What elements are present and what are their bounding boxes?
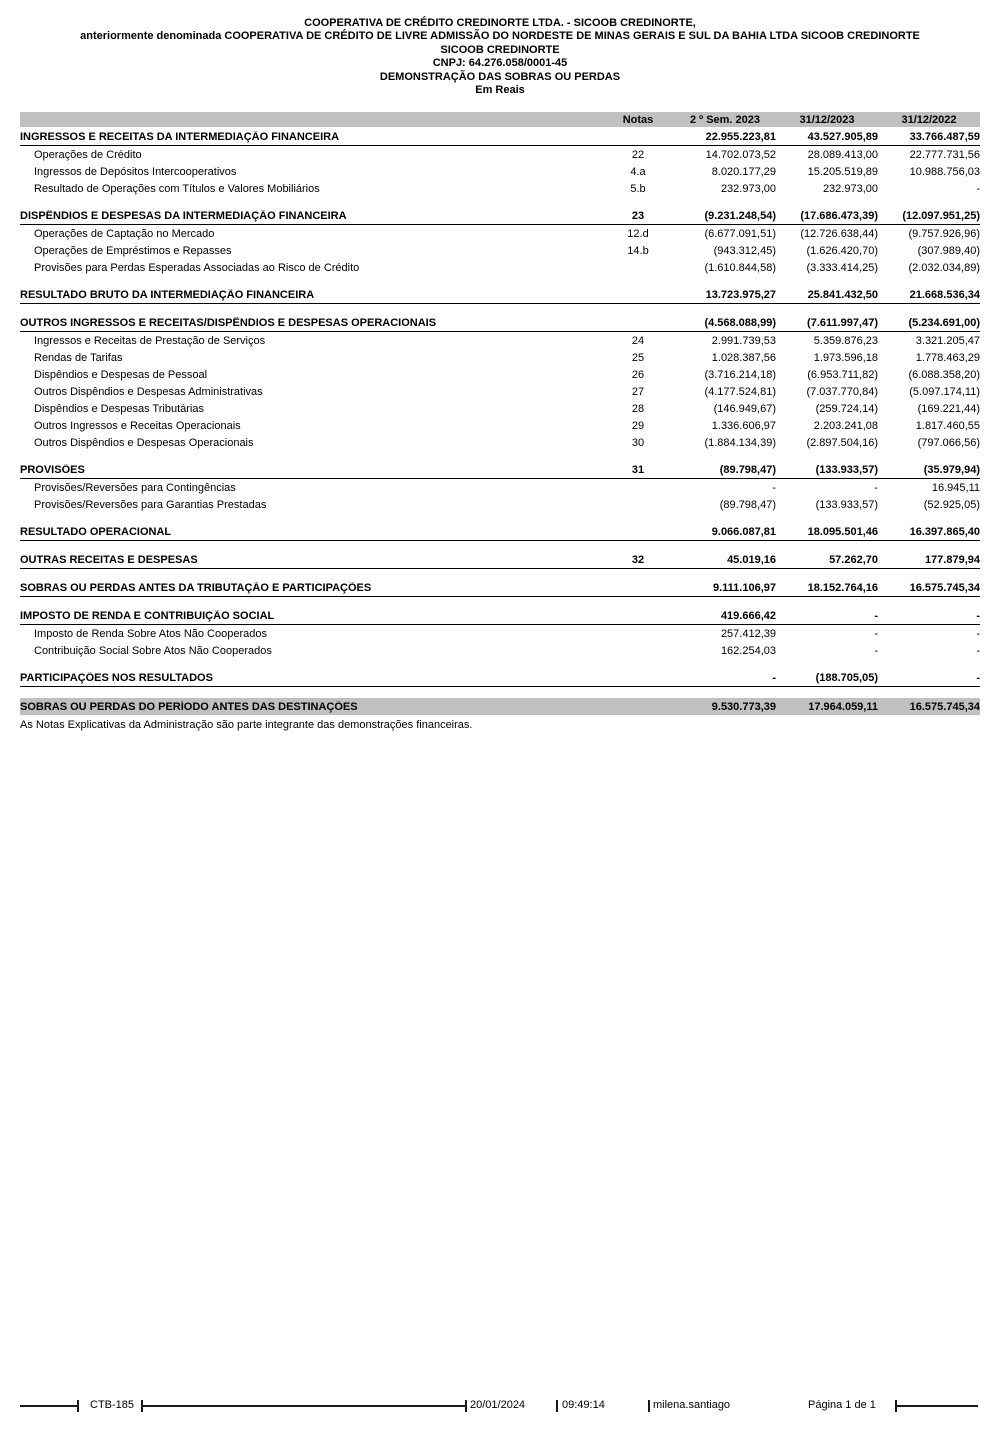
row-label: DISPÊNDIOS E DESPESAS DA INTERMEDIAÇÃO FINANCEIRA [20, 210, 347, 223]
table-row [20, 225, 980, 242]
row-value-sem2023: 232.973,00 [720, 182, 776, 195]
row-value-sem2023: 8.020.177,29 [711, 165, 776, 178]
row-notas: 26 [631, 368, 645, 381]
total-row [20, 698, 980, 715]
footer-rule-right [895, 1405, 978, 1407]
row-label: Outros Ingressos e Receitas Operacionais [34, 419, 241, 432]
column-header-notas: Notas [622, 113, 654, 126]
footer-page-number: Página 1 de 1 [808, 1399, 876, 1411]
row-value-2022: 16.575.745,34 [909, 582, 980, 595]
company-name: COOPERATIVA DE CRÉDITO CREDINORTE LTDA. - SICOOB CREDINORTE, [304, 17, 696, 29]
section-row [20, 580, 980, 597]
row-value-2023: 43.527.905,89 [807, 131, 878, 144]
row-label: Operações de Empréstimos e Repasses [34, 244, 232, 257]
row-value-sem2023: 162.254,03 [720, 644, 776, 657]
footer-time: 09:49:14 [562, 1399, 605, 1411]
row-value-2022: 16.945,11 [931, 481, 980, 494]
table-row [20, 366, 980, 383]
table-row [20, 383, 980, 400]
row-label: OUTROS INGRESSOS E RECEITAS/DISPÊNDIOS E DESPESAS OPERACIONAIS [20, 317, 437, 330]
row-label: OUTRAS RECEITAS E DESPESAS [20, 554, 198, 567]
footer-report-code: CTB-185 [90, 1399, 135, 1411]
row-value-sem2023: (943.312,45) [713, 244, 776, 257]
row-value-sem2023: (4.568.088,99) [704, 317, 776, 330]
row-value-2022: - [976, 610, 980, 623]
spacer-row [20, 513, 980, 524]
cnpj: CNPJ: 64.276.058/0001-45 [432, 57, 568, 70]
statement-title: DEMONSTRAÇÃO DAS SOBRAS OU PERDAS [379, 70, 621, 83]
row-value-sem2023: 45.019,16 [727, 554, 776, 567]
row-value-2023: (259.724,14) [815, 402, 878, 415]
row-value-2023: (6.953.711,82) [807, 368, 878, 381]
row-value-2022: 10.988.756,03 [909, 165, 980, 178]
section-row [20, 552, 980, 569]
row-label: Ingressos e Receitas de Prestação de Serviços [34, 334, 266, 347]
row-value-2022: 22.777.731,56 [909, 148, 980, 161]
row-value-2022: 1.778.463,29 [915, 351, 980, 364]
row-notas: 22 [631, 148, 645, 161]
footer-tick [648, 1400, 650, 1412]
row-value-2022: - [976, 644, 980, 657]
section-row [20, 608, 980, 625]
row-notas: 14.b [627, 244, 649, 257]
row-value-sem2023: - [772, 672, 776, 685]
row-value-sem2023: (4.177.524,81) [704, 385, 776, 398]
row-value-sem2023: - [772, 481, 776, 494]
table-row [20, 349, 980, 366]
row-label: Operações de Crédito [34, 148, 142, 161]
section-row [20, 524, 980, 541]
spacer-row [20, 197, 980, 208]
row-value-2022: (5.234.691,00) [908, 317, 980, 330]
table-row [20, 479, 980, 496]
row-value-2023: 5.359.876,23 [813, 334, 878, 347]
row-label: IMPOSTO DE RENDA E CONTRIBUIÇÃO SOCIAL [20, 610, 275, 623]
table-row [20, 259, 980, 276]
row-value-2022: (2.032.034,89) [908, 261, 980, 274]
row-value-sem2023: (146.949,67) [713, 402, 776, 415]
table-body [20, 129, 980, 715]
page-footer [20, 1398, 978, 1414]
row-value-2023: 18.095.501,46 [807, 526, 878, 539]
table-row [20, 146, 980, 163]
row-value-sem2023: 13.723.975,27 [705, 289, 776, 302]
row-value-2023: 232.973,00 [822, 182, 878, 195]
row-value-2023: (188.705,05) [815, 672, 878, 685]
row-label: Imposto de Renda Sobre Atos Não Cooperados [34, 627, 267, 640]
row-notas: 24 [631, 334, 645, 347]
row-label: Provisões/Reversões para Garantias Prestadas [34, 498, 267, 511]
row-value-2022: (307.989,40) [917, 244, 980, 257]
spacer-row [20, 569, 980, 580]
row-label: INGRESSOS E RECEITAS DA INTERMEDIAÇÃO FINANCEIRA [20, 131, 340, 144]
document-header [0, 0, 1000, 97]
row-label: SOBRAS OU PERDAS DO PERÍODO ANTES DAS DESTINAÇÕES [20, 700, 358, 713]
table-row [20, 332, 980, 349]
row-notas: 31 [631, 464, 645, 477]
row-label: PARTICIPAÇÕES NOS RESULTADOS [20, 672, 213, 685]
row-value-sem2023: (3.716.214,18) [704, 368, 776, 381]
row-notas: 29 [631, 419, 645, 432]
footer-date: 20/01/2024 [470, 1399, 526, 1411]
currency-note: Em Reais [475, 84, 525, 97]
table-header-row [20, 112, 980, 127]
column-header-2022: 31/12/2022 [901, 113, 957, 126]
section-row [20, 315, 980, 332]
section-row [20, 462, 980, 479]
section-row [20, 287, 980, 304]
row-value-2022: 16.397.865,40 [909, 526, 980, 539]
row-value-2023: (2.897.504,16) [806, 436, 878, 449]
footer-tick [556, 1400, 558, 1412]
spacer-row [20, 304, 980, 315]
spacer-row [20, 597, 980, 608]
row-label: Provisões para Perdas Esperadas Associadas ao Risco de Crédito [34, 261, 360, 274]
section-row [20, 129, 980, 146]
row-value-2023: 2.203.241,08 [813, 419, 878, 432]
table-row [20, 242, 980, 259]
row-value-2023: 28.089.413,00 [807, 148, 878, 161]
row-value-sem2023: 257.412,39 [720, 627, 776, 640]
footer-rule-left [20, 1405, 77, 1407]
explanatory-note: As Notas Explicativas da Administração são parte integrante das demonstrações financeiras. [20, 719, 473, 732]
spacer-row [20, 659, 980, 670]
row-label: Dispêndios e Despesas de Pessoal [34, 368, 208, 381]
row-value-2022: (6.088.358,20) [908, 368, 980, 381]
row-label: PROVISÕES [20, 464, 85, 477]
table-row [20, 163, 980, 180]
row-value-sem2023: 14.702.073,52 [705, 148, 776, 161]
row-value-2022: (52.925,05) [923, 498, 980, 511]
row-value-2022: (5.097.174,11) [909, 385, 980, 398]
row-value-sem2023: 2.991.739,53 [711, 334, 776, 347]
column-header-sem2023: 2 º Sem. 2023 [689, 113, 761, 126]
row-label: Provisões/Reversões para Contingências [34, 481, 236, 494]
row-notas: 5.b [630, 182, 646, 195]
trade-name: SICOOB CREDINORTE [440, 43, 560, 56]
row-value-sem2023: 9.530.773,39 [711, 700, 776, 713]
row-value-2023: (12.726.638,44) [800, 227, 878, 240]
row-label: Ingressos de Depósitos Intercooperativos [34, 165, 237, 178]
row-label: Rendas de Tarifas [34, 351, 123, 364]
row-value-2022: (12.097.951,25) [902, 210, 980, 223]
row-value-2023: (7.037.770,84) [806, 385, 878, 398]
former-company-name: anteriormente denominada COOPERATIVA DE CRÉDITO DE LIVRE ADMISSÃO DO NORDESTE DE MINAS GERAIS E SUL DA BAHIA LTDA SICOOB CREDINORTE [80, 30, 920, 43]
row-value-2023: 1.973.596,18 [813, 351, 878, 364]
table-row [20, 496, 980, 513]
row-value-sem2023: 9.111.106,97 [712, 582, 776, 595]
row-notas: 28 [631, 402, 645, 415]
spacer-row [20, 451, 980, 462]
row-value-2022: - [976, 672, 980, 685]
row-value-2022: (35.979,94) [923, 464, 980, 477]
row-notas: 32 [631, 554, 645, 567]
row-value-sem2023: 1.028.387,56 [711, 351, 776, 364]
row-value-2023: (7.611.997,47) [807, 317, 878, 330]
row-value-2022: 177.879,94 [924, 554, 980, 567]
row-notas: 23 [631, 210, 645, 223]
row-value-2023: (133.933,57) [815, 498, 878, 511]
row-notas: 27 [631, 385, 645, 398]
row-value-2022: (797.066,56) [917, 436, 980, 449]
row-notas: 12.d [627, 227, 649, 240]
row-value-2023: (1.626.420,70) [806, 244, 878, 257]
row-value-2023: - [874, 644, 878, 657]
spacer-row [20, 276, 980, 287]
row-value-2023: - [874, 481, 878, 494]
row-value-sem2023: (1.884.134,39) [704, 436, 776, 449]
row-value-2022: 16.575.745,34 [909, 700, 980, 713]
row-value-2022: 33.766.487,59 [909, 131, 980, 144]
row-value-sem2023: (1.610.844,58) [704, 261, 776, 274]
table-row [20, 400, 980, 417]
row-value-2023: - [874, 627, 878, 640]
row-value-sem2023: 22.955.223,81 [705, 131, 776, 144]
row-value-sem2023: (9.231.248,54) [704, 210, 776, 223]
row-value-2023: (3.333.414,25) [806, 261, 878, 274]
row-label: Dispêndios e Despesas Tributárias [34, 402, 204, 415]
footer-rule-middle [141, 1405, 465, 1407]
table-row [20, 180, 980, 197]
row-label: RESULTADO OPERACIONAL [20, 526, 172, 539]
row-label: Outros Dispêndios e Despesas Operacionais [34, 436, 254, 449]
row-label: SOBRAS OU PERDAS ANTES DA TRIBUTAÇÃO E PARTICIPAÇÕES [20, 582, 372, 595]
row-value-2023: 18.152.764,16 [807, 582, 878, 595]
column-header-2023: 31/12/2023 [799, 113, 855, 126]
row-value-2023: 17.964.059,11 [808, 700, 878, 713]
table-row [20, 625, 980, 642]
table-row [20, 642, 980, 659]
row-value-2023: 25.841.432,50 [807, 289, 878, 302]
row-value-sem2023: (89.798,47) [719, 464, 776, 477]
row-label: Resultado de Operações com Títulos e Valores Mobiliários [34, 182, 320, 195]
row-notas: 4.a [630, 165, 646, 178]
row-value-2022: (9.757.926,96) [908, 227, 980, 240]
row-label: Operações de Captação no Mercado [34, 227, 215, 240]
spacer-row [20, 541, 980, 552]
row-value-sem2023: (89.798,47) [719, 498, 776, 511]
row-label: Contribuição Social Sobre Atos Não Cooperados [34, 644, 272, 657]
row-label: Outros Dispêndios e Despesas Administrativas [34, 385, 263, 398]
footer-tick [465, 1400, 467, 1412]
section-row [20, 208, 980, 225]
spacer-row [20, 687, 980, 698]
section-row [20, 670, 980, 687]
row-value-2023: - [874, 610, 878, 623]
row-value-2022: - [976, 627, 980, 640]
row-value-2023: (133.933,57) [815, 464, 878, 477]
row-value-sem2023: 9.066.087,81 [711, 526, 776, 539]
row-value-sem2023: 1.336.606,97 [711, 419, 776, 432]
row-value-sem2023: (6.677.091,51) [704, 227, 776, 240]
row-value-2022: (169.221,44) [917, 402, 980, 415]
row-value-2022: 3.321.205,47 [915, 334, 980, 347]
row-value-2023: (17.686.473,39) [800, 210, 878, 223]
row-label: RESULTADO BRUTO DA INTERMEDIAÇÃO FINANCEIRA [20, 289, 315, 302]
footer-user: milena.santiago [653, 1399, 731, 1411]
financial-table [20, 112, 980, 715]
table-row [20, 417, 980, 434]
row-value-2022: 1.817.460,55 [915, 419, 980, 432]
row-value-2022: - [976, 182, 980, 195]
row-value-2023: 15.205.519,89 [807, 165, 878, 178]
row-value-sem2023: 419.666,42 [720, 610, 776, 623]
row-notas: 30 [631, 436, 645, 449]
row-notas: 25 [631, 351, 645, 364]
row-value-2022: 21.668.536,34 [909, 289, 980, 302]
footer-tick [77, 1400, 79, 1412]
table-row [20, 434, 980, 451]
row-value-2023: 57.262,70 [829, 554, 878, 567]
